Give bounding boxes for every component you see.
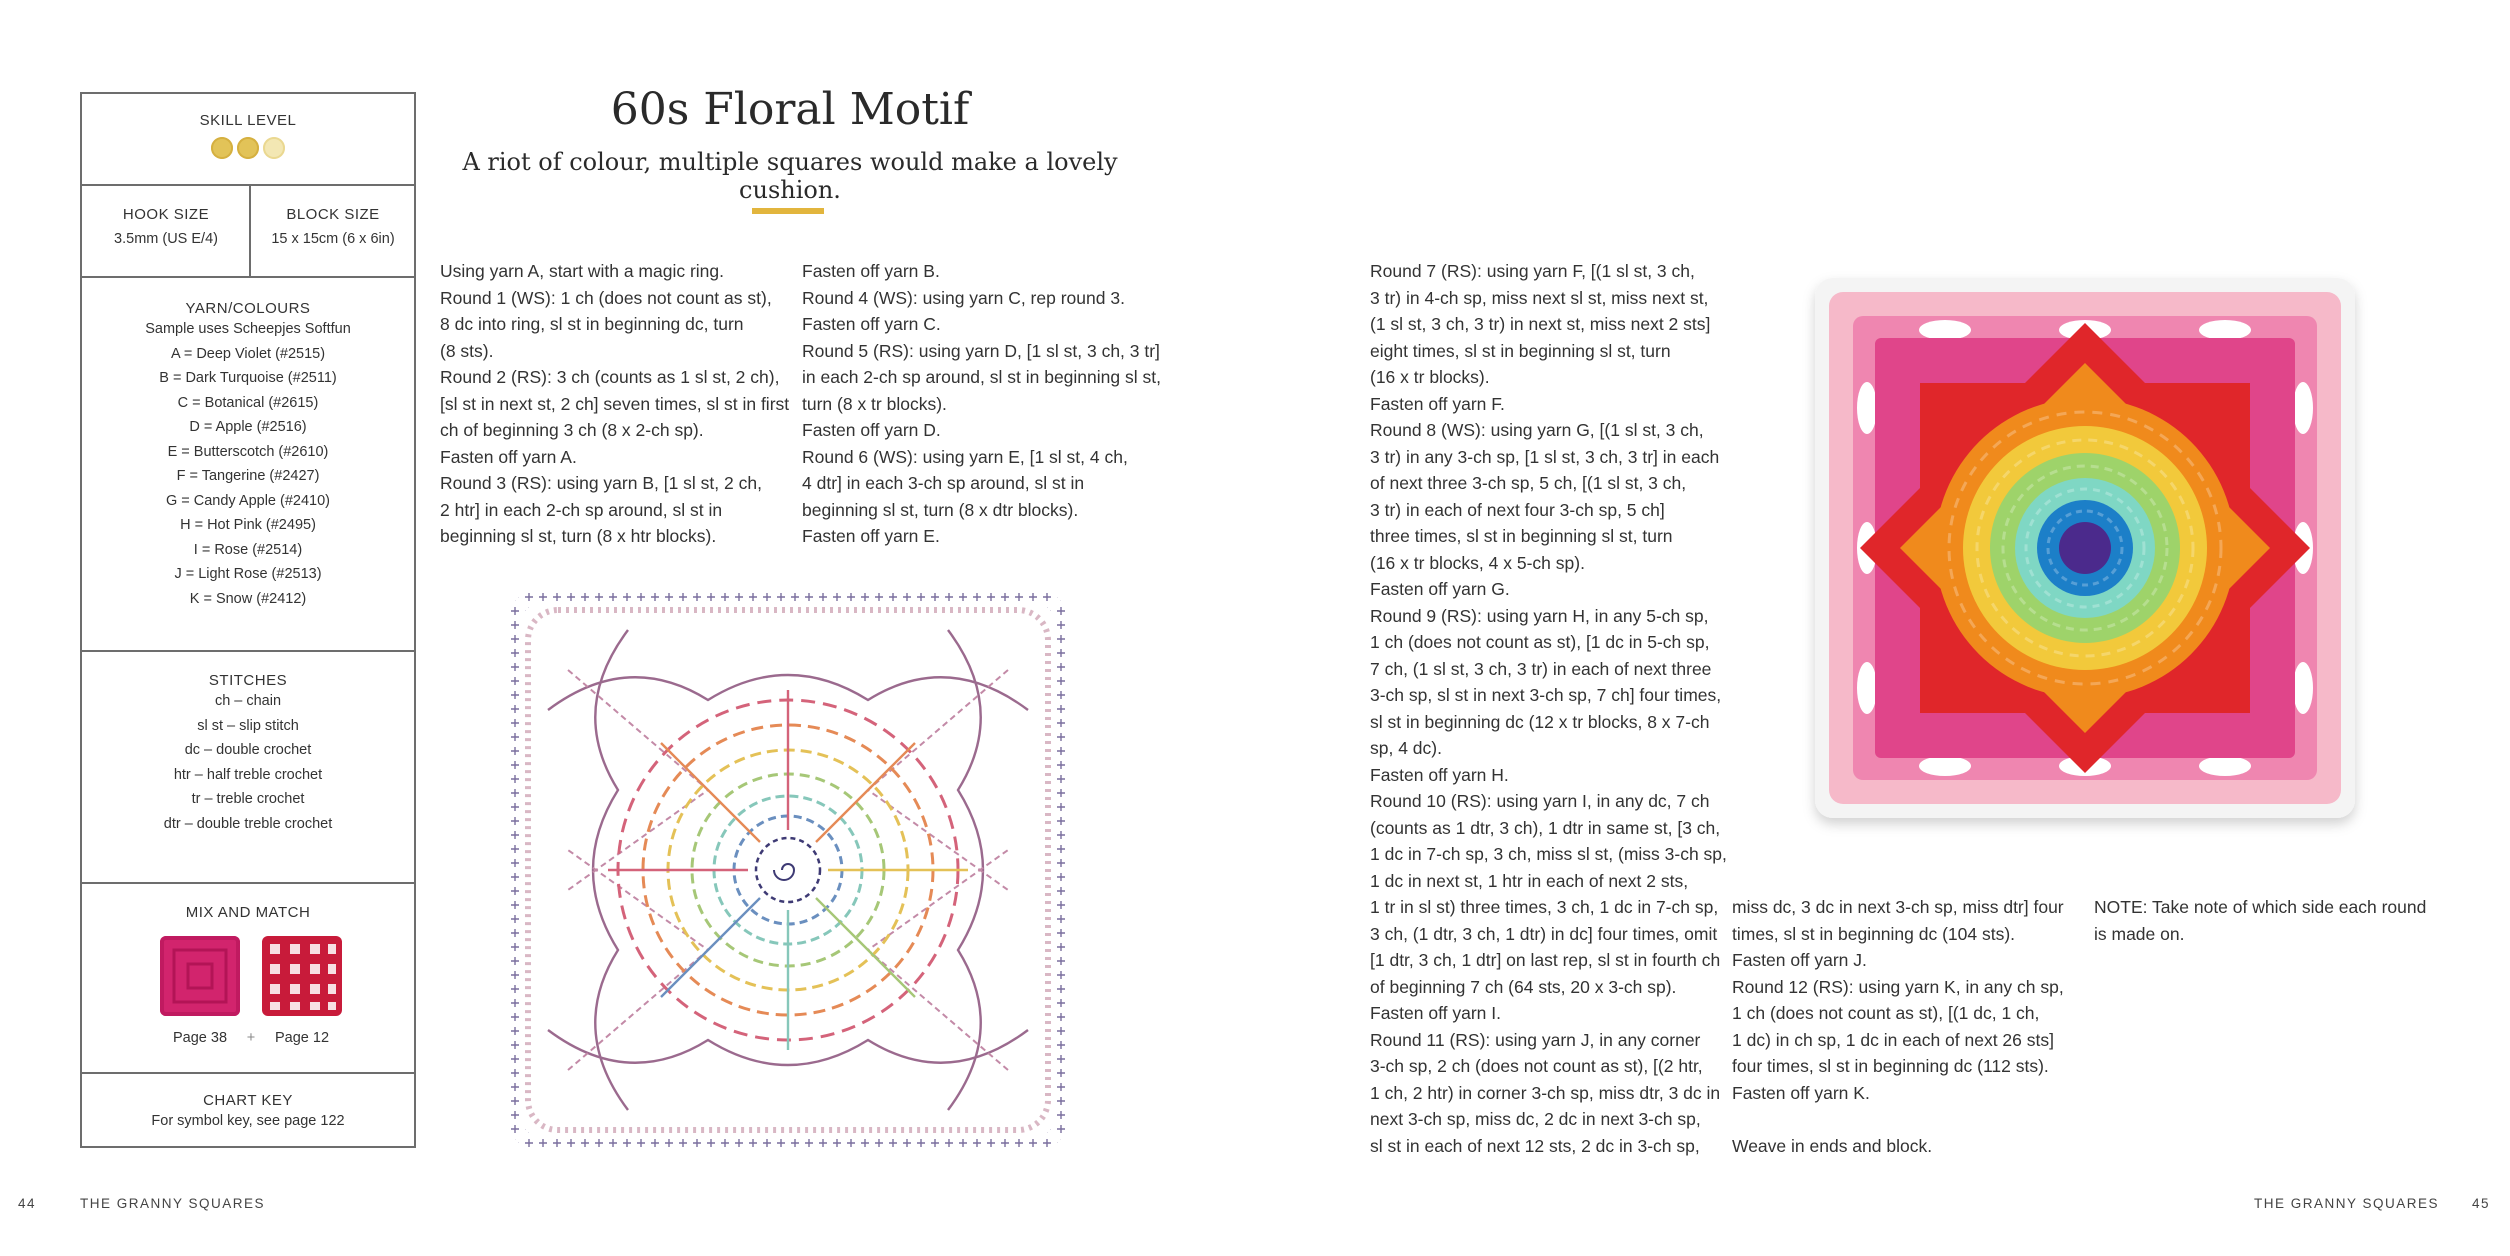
pattern-line: Round 8 (WS): using yarn G, [(1 sl st, 3 ch, bbox=[1370, 420, 1704, 440]
pattern-line: 7 ch, (1 sl st, 3 ch, 3 tr) in each of next three bbox=[1370, 658, 1712, 679]
yarn-note: Sample uses Scheepjes Softfun bbox=[145, 321, 351, 337]
mix-match-left-label[interactable]: Page 38 bbox=[172, 1030, 228, 1046]
note-line: NOTE: Take note of which side each round bbox=[2094, 897, 2427, 917]
pattern-line: Fasten off yarn D. bbox=[802, 420, 941, 440]
yarn-colour-item: K = Snow (#2412) bbox=[189, 590, 307, 607]
pattern-line: 3 tr) in each of next four 3-ch sp, 5 ch] bbox=[1370, 499, 1665, 520]
pattern-line: three times, sl st in beginning sl st, turn bbox=[1370, 526, 1673, 546]
block-size-section bbox=[250, 184, 416, 276]
crochet-chart-diagram bbox=[508, 590, 1068, 1150]
divider bbox=[82, 882, 414, 884]
mix-match-heading: MIX AND MATCH bbox=[185, 904, 311, 921]
pattern-line: Round 4 (WS): using yarn C, rep round 3. bbox=[802, 287, 1125, 308]
pattern-line: Round 3 (RS): using yarn B, [1 sl st, 2 ch, bbox=[440, 473, 762, 493]
pattern-line: Round 1 (WS): 1 ch (does not count as st), bbox=[440, 287, 772, 308]
pattern-line: Fasten off yarn E. bbox=[802, 526, 940, 546]
pattern-line: ch of beginning 3 ch (8 x 2-ch sp). bbox=[440, 420, 704, 440]
stitch-item: tr – treble crochet bbox=[191, 791, 305, 807]
skill-dot-2 bbox=[237, 137, 259, 159]
skill-dot-3 bbox=[263, 137, 285, 159]
pattern-line: Fasten off yarn F. bbox=[1370, 393, 1505, 414]
pattern-line: sl st in beginning dc (12 x tr blocks, 8 x 7-ch bbox=[1370, 711, 1710, 732]
pattern-line: (8 sts). bbox=[440, 340, 494, 361]
pattern-line: Using yarn A, start with a magic ring. bbox=[440, 261, 724, 281]
yarn-colour-item: E = Butterscotch (#2610) bbox=[167, 443, 329, 460]
pattern-line: Fasten off yarn H. bbox=[1370, 764, 1509, 785]
pattern-line: Fasten off yarn A. bbox=[440, 446, 577, 467]
mix-match-section bbox=[82, 904, 414, 921]
right-running-head: THE GRANNY SQUARES bbox=[2254, 1196, 2440, 1211]
pattern-line: sp, 4 dc). bbox=[1370, 738, 1442, 758]
page-title: 60s Floral Motif bbox=[610, 84, 970, 135]
skill-dot-1 bbox=[211, 137, 233, 159]
stitch-list bbox=[82, 689, 414, 836]
mix-match-square-gingham bbox=[262, 936, 342, 1016]
pattern-line: turn (8 x tr blocks). bbox=[802, 393, 947, 414]
mix-match-right-label[interactable]: Page 12 bbox=[274, 1030, 330, 1046]
skill-level-section bbox=[82, 112, 414, 159]
pattern-line: (16 x tr blocks). bbox=[1370, 367, 1490, 387]
pattern-line: Round 9 (RS): using yarn H, in any 5-ch sp, bbox=[1370, 605, 1709, 626]
pattern-line: 1 ch, 2 htr) in corner 3-ch sp, miss dtr, 3 dc in bbox=[1370, 1082, 1721, 1103]
note-line: is made on. bbox=[2094, 923, 2185, 944]
page-subtitle: A riot of colour, multiple squares would make a lovely cushion. bbox=[462, 148, 1118, 204]
yarn-colour-item: H = Hot Pink (#2495) bbox=[180, 517, 316, 533]
pattern-line: (counts as 1 dtr, 3 ch), 1 dtr in same st, [3 ch, bbox=[1370, 817, 1721, 838]
yarn-colour-item: C = Botanical (#2615) bbox=[177, 394, 319, 411]
pattern-line: Round 10 (RS): using yarn I, in any dc, 7 ch bbox=[1370, 791, 1710, 811]
left-running-head: THE GRANNY SQUARES bbox=[80, 1196, 266, 1211]
pattern-line: 1 dc) in ch sp, 1 dc in each of next 26 sts] bbox=[1732, 1029, 2054, 1050]
stitch-item: dtr – double treble crochet bbox=[163, 815, 333, 832]
skill-level-rating bbox=[82, 137, 414, 159]
hook-size-section bbox=[82, 184, 250, 276]
pattern-line bbox=[1732, 1106, 2064, 1133]
pattern-line: 1 ch (does not count as st), [1 dc in 5-ch sp, bbox=[1370, 632, 1710, 652]
pattern-column-3 bbox=[1370, 258, 1727, 1159]
pattern-line: four times, sl st in beginning dc (112 sts). bbox=[1732, 1056, 2049, 1076]
pattern-line: of beginning 7 ch (64 sts, 20 x 3-ch sp). bbox=[1370, 976, 1677, 997]
pattern-line: 1 dc in 7-ch sp, 3 ch, miss sl st, (miss 3-ch sp, bbox=[1370, 844, 1727, 864]
pattern-line: [sl st in next st, 2 ch] seven times, sl st in first bbox=[440, 393, 790, 414]
yarn-colour-list bbox=[82, 342, 414, 612]
pattern-line: 3 ch, (1 dtr, 3 ch, 1 dtr) in dc] four times, omit bbox=[1370, 923, 1718, 944]
pattern-line: Round 2 (RS): 3 ch (counts as 1 sl st, 2 ch), bbox=[440, 367, 780, 387]
stitch-item: dc – double crochet bbox=[184, 742, 312, 758]
block-size-value: 15 x 15cm (6 x 6in) bbox=[271, 231, 395, 247]
pattern-line: Round 6 (WS): using yarn E, [1 sl st, 4 ch, bbox=[802, 446, 1128, 467]
yarn-colour-item: A = Deep Violet (#2515) bbox=[170, 345, 326, 362]
yarn-colour-item: J = Light Rose (#2513) bbox=[174, 566, 322, 582]
mix-match-square-pink bbox=[160, 936, 240, 1016]
pattern-line: 1 tr in sl st) three times, 3 ch, 1 dc in 7-ch sp, bbox=[1370, 897, 1719, 917]
pattern-line: Fasten off yarn J. bbox=[1732, 950, 1867, 970]
divider bbox=[82, 276, 414, 278]
hook-size-value: 3.5mm (US E/4) bbox=[114, 231, 218, 247]
pattern-line: in each 2-ch sp around, sl st in beginning sl st, bbox=[802, 367, 1161, 387]
pattern-line: Fasten off yarn K. bbox=[1732, 1082, 1870, 1103]
block-size-heading: BLOCK SIZE bbox=[286, 206, 380, 223]
pattern-line: 4 dtr] in each 3-ch sp around, sl st in bbox=[802, 473, 1085, 493]
pattern-line: times, sl st in beginning dc (104 sts). bbox=[1732, 923, 2016, 944]
pattern-column-4 bbox=[1732, 894, 2064, 1159]
pattern-line: 8 dc into ring, sl st in beginning dc, turn bbox=[440, 314, 744, 334]
pattern-line: Weave in ends and block. bbox=[1732, 1135, 1933, 1156]
pattern-line: Round 5 (RS): using yarn D, [1 sl st, 3 ch, 3 tr] bbox=[802, 340, 1160, 361]
chart-key-text: For symbol key, see page 122 bbox=[151, 1113, 345, 1129]
chart-key-heading: CHART KEY bbox=[203, 1092, 293, 1109]
pattern-line: (16 x tr blocks, 4 x 5-ch sp). bbox=[1370, 552, 1585, 573]
left-page-number: 44 bbox=[18, 1196, 37, 1211]
pattern-line: beginning sl st, turn (8 x dtr blocks). bbox=[802, 499, 1079, 520]
pattern-line: Fasten off yarn B. bbox=[802, 261, 940, 281]
pattern-line: Round 12 (RS): using yarn K, in any ch sp, bbox=[1732, 976, 2064, 997]
pattern-line: Round 11 (RS): using yarn J, in any corner bbox=[1370, 1029, 1701, 1050]
pattern-column-1 bbox=[440, 258, 789, 550]
pattern-line: 1 ch (does not count as st), [(1 dc, 1 ch, bbox=[1732, 1003, 2040, 1023]
pattern-line: (1 sl st, 3 ch, 3 tr) in next st, miss next 2 sts] bbox=[1370, 314, 1711, 334]
pattern-column-2 bbox=[802, 258, 1161, 550]
hook-size-heading: HOOK SIZE bbox=[122, 206, 210, 223]
info-sidebar bbox=[80, 92, 416, 1148]
accent-rule bbox=[752, 208, 824, 214]
pattern-line: Fasten off yarn I. bbox=[1370, 1003, 1501, 1023]
pattern-line: Fasten off yarn C. bbox=[802, 314, 941, 334]
yarn-colour-item: I = Rose (#2514) bbox=[193, 541, 303, 558]
stitch-item: htr – half treble crochet bbox=[173, 766, 323, 783]
divider bbox=[82, 1072, 414, 1074]
skill-level-heading: SKILL LEVEL bbox=[199, 112, 297, 129]
pattern-line: next 3-ch sp, miss dc, 2 dc in next 3-ch sp, bbox=[1370, 1109, 1701, 1129]
pattern-line: sl st in each of next 12 sts, 2 dc in 3-ch sp, bbox=[1370, 1135, 1700, 1156]
stitch-item: ch – chain bbox=[214, 693, 282, 709]
yarn-colour-item: B = Dark Turquoise (#2511) bbox=[159, 370, 337, 386]
pattern-line: [1 dtr, 3 ch, 1 dtr] on last rep, sl st in fourth ch bbox=[1370, 950, 1721, 970]
pattern-line: 2 htr] in each 2-ch sp around, sl st in bbox=[440, 499, 723, 520]
yarn-colour-item: F = Tangerine (#2427) bbox=[176, 468, 320, 484]
stitches-heading: STITCHES bbox=[208, 672, 288, 689]
plus-icon: + bbox=[246, 1030, 256, 1046]
pattern-line: eight times, sl st in beginning sl st, turn bbox=[1370, 340, 1671, 361]
chart-key-section bbox=[82, 1092, 414, 1134]
yarn-colour-item: D = Apple (#2516) bbox=[189, 419, 307, 435]
pattern-line: 3 tr) in 4-ch sp, miss next sl st, miss next st, bbox=[1370, 287, 1709, 308]
yarn-section bbox=[82, 300, 414, 611]
pattern-line: 3 tr) in any 3-ch sp, [1 sl st, 3 ch, 3 tr] in each bbox=[1370, 446, 1720, 467]
note-column bbox=[2094, 894, 2426, 947]
finished-motif-photo bbox=[1795, 258, 2375, 838]
stitches-section bbox=[82, 672, 414, 836]
pattern-line: 1 dc in next st, 1 htr in each of next 2 sts, bbox=[1370, 870, 1689, 891]
pattern-line: 3-ch sp, sl st in next 3-ch sp, 7 ch] four times, bbox=[1370, 685, 1722, 705]
pattern-line: 3-ch sp, 2 ch (does not count as st), [(2 htr, bbox=[1370, 1056, 1703, 1076]
yarn-heading: YARN/COLOURS bbox=[185, 300, 311, 317]
pattern-line: Fasten off yarn G. bbox=[1370, 579, 1510, 599]
divider bbox=[82, 650, 414, 652]
yarn-colour-item: G = Candy Apple (#2410) bbox=[165, 492, 331, 509]
pattern-line: of next three 3-ch sp, 5 ch, [(1 sl st, 3 ch, bbox=[1370, 473, 1687, 493]
stitch-item: sl st – slip stitch bbox=[197, 717, 299, 734]
right-page-number: 45 bbox=[2472, 1196, 2491, 1211]
pattern-line: beginning sl st, turn (8 x htr blocks). bbox=[440, 526, 717, 546]
pattern-line: Round 7 (RS): using yarn F, [(1 sl st, 3 ch, bbox=[1370, 261, 1695, 281]
pattern-line: miss dc, 3 dc in next 3-ch sp, miss dtr] four bbox=[1732, 897, 2064, 917]
